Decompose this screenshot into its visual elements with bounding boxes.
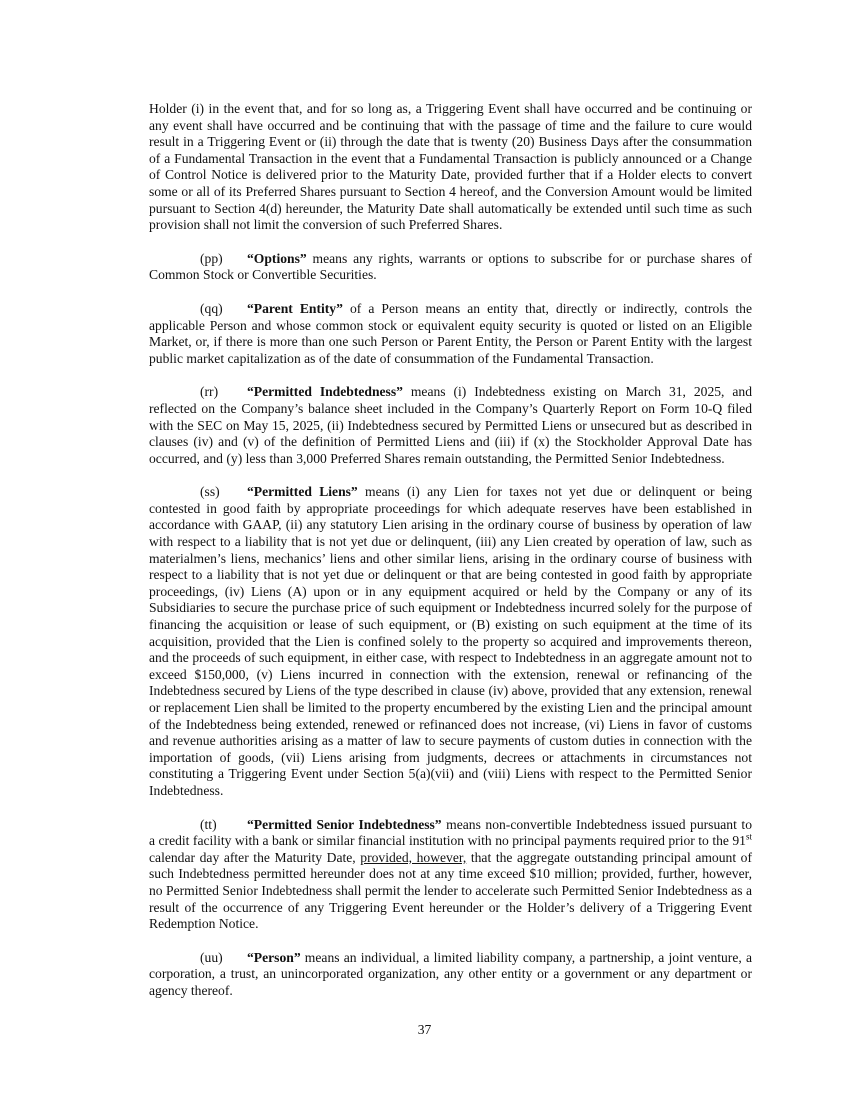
proviso-underlined: provided, however,	[360, 849, 467, 865]
continuation-paragraph: Holder (i) in the event that, and for so long as, a Triggering Event shall have occurred and be continuing or any event shall have occurred and be continuing that with the passage of time and the failure to cure would result in a Triggering Event or (ii) through the date that is twenty (20) Business Days after the consummation of a Fundamental Transaction in the event that a Fundamental Transaction is publicly announced or a Change of Control Notice is delivered prior to the Maturity Date, provided further that if a Holder elects to convert some or all of its Preferred Shares pursuant to Section 4 hereof, and the Conversion Amount would be limited pursuant to Section 4(d) hereunder, the Maturity Date shall automatically be extended until such time as such provision shall not limit the conversion of such Preferred Shares.	[149, 101, 752, 233]
definition-label: (qq)	[200, 300, 223, 316]
definition-parent-entity	[149, 301, 752, 367]
definition-permitted-senior-indebtedness	[149, 817, 752, 933]
page-body	[149, 101, 752, 1017]
definition-label: (pp)	[200, 250, 223, 266]
definition-options	[149, 251, 752, 284]
defined-term: “Permitted Indebtedness”	[247, 384, 403, 400]
definition-person	[149, 950, 752, 1000]
definition-text: means (i) any Lien for taxes not yet due or delinquent or being contested in good faith by appropriate proceedings for which adequate reserves have been established in accordance with GAAP, (ii) any statutory Lien arising in the ordinary course of business by operation of law with respect to a liability that is not yet due or delinquent, (iii) any Lien created by operation of law, such as materialmen’s liens, mechanics’ liens and other similar liens, arising in the ordinary course of business with respect to a liability that is not yet due or delinquent or that are being contested in good faith by appropriate proceedings, (iv) Liens (A) upon or in any equipment acquired or held by the Company or any of its Subsidiaries to secure the purchase price of such equipment or Indebtedness incurred solely for the purpose of financing the acquisition or lease of such equipment, or (B) existing on such equipment at the time of its acquisition, provided that the Lien is confined solely to the property so acquired and improvements thereon, and the proceeds of such equipment, in either case, with respect to Indebtedness in an aggregate amount not to exceed $150,000, (v) Liens incurred in connection with the extension, renewal or refinancing of the Indebtedness secured by Liens of the type described in clause (iv) above, provided that any extension, renewal or replacement Lien shall be limited to the property encumbered by the existing Lien and the principal amount of the Indebtedness being extended, renewed or refinanced does not increase, (vi) Liens in favor of customs and revenue authorities arising as a matter of law to secure payments of custom duties in connection with the importation of goods, (vii) Liens arising from judgments, decrees or attachments in circumstances not constituting a Triggering Event under Section 5(a)(vii) and (viii) Liens with respect to the Permitted Senior Indebtedness.	[149, 484, 752, 798]
ordinal-superscript: st	[745, 831, 752, 842]
definition-text: means non-convertible Indebtedness issued pursuant to a credit facility with a bank or similar financial institution with no principal payments required prior to the 91	[149, 816, 752, 849]
definition-label: (ss)	[200, 484, 220, 500]
definition-label: (tt)	[200, 816, 217, 832]
definition-permitted-indebtedness	[149, 384, 752, 467]
definition-text: calendar day after the Maturity Date,	[149, 849, 361, 865]
defined-term: “Permitted Liens”	[247, 484, 358, 500]
definition-text: means any rights, warrants or options to subscribe for or purchase shares of Common Stock or Convertible Securities.	[149, 250, 752, 283]
definition-text: that the aggregate outstanding principal amount of such Indebtedness permitted hereunder does not at any time exceed $10 million; provided, further, however, no Permitted Senior Indebtedness shall permit the lender to accelerate such Permitted Senior Indebtedness as a result of the occurrence of any Triggering Event hereunder or the Holder’s delivery of a Triggering Event Redemption Notice.	[149, 849, 753, 932]
defined-term: “Parent Entity”	[247, 300, 343, 316]
defined-term: “Person”	[247, 949, 301, 965]
definition-label: (rr)	[200, 384, 219, 400]
definition-text: means (i) Indebtedness existing on March 31, 2025, and reflected on the Company’s balance sheet included in the Company’s Quarterly Report on Form 10-Q filed with the SEC on May 15, 2025, (ii) Indebtedness secured by Permitted Liens or unsecured but as described in clauses (iv) and (v) of the definition of Permitted Liens and (iii) if (x) the Stockholder Approval Date has occurred, and (y) less than 3,000 Preferred Shares remain outstanding, the Permitted Senior Indebtedness.	[149, 384, 752, 466]
definition-text: means an individual, a limited liability company, a partnership, a joint venture, a corporation, a trust, an unincorporated organization, any other entity or a government or any department or agency thereof.	[149, 949, 752, 998]
page-number: 37	[417, 1022, 432, 1037]
defined-term: “Options”	[247, 250, 307, 266]
definition-permitted-liens	[149, 484, 752, 799]
definition-label: (uu)	[200, 949, 223, 965]
definition-text: of a Person means an entity that, directly or indirectly, controls the applicable Person and whose common stock or equivalent equity security is quoted or listed on an Eligible Market, or, if there is more than one such Person or Parent Entity, the Person or Parent Entity with the largest public market capitalization as of the date of consummation of the Fundamental Transaction.	[149, 300, 752, 366]
defined-term: “Permitted Senior Indebtedness”	[247, 816, 442, 832]
